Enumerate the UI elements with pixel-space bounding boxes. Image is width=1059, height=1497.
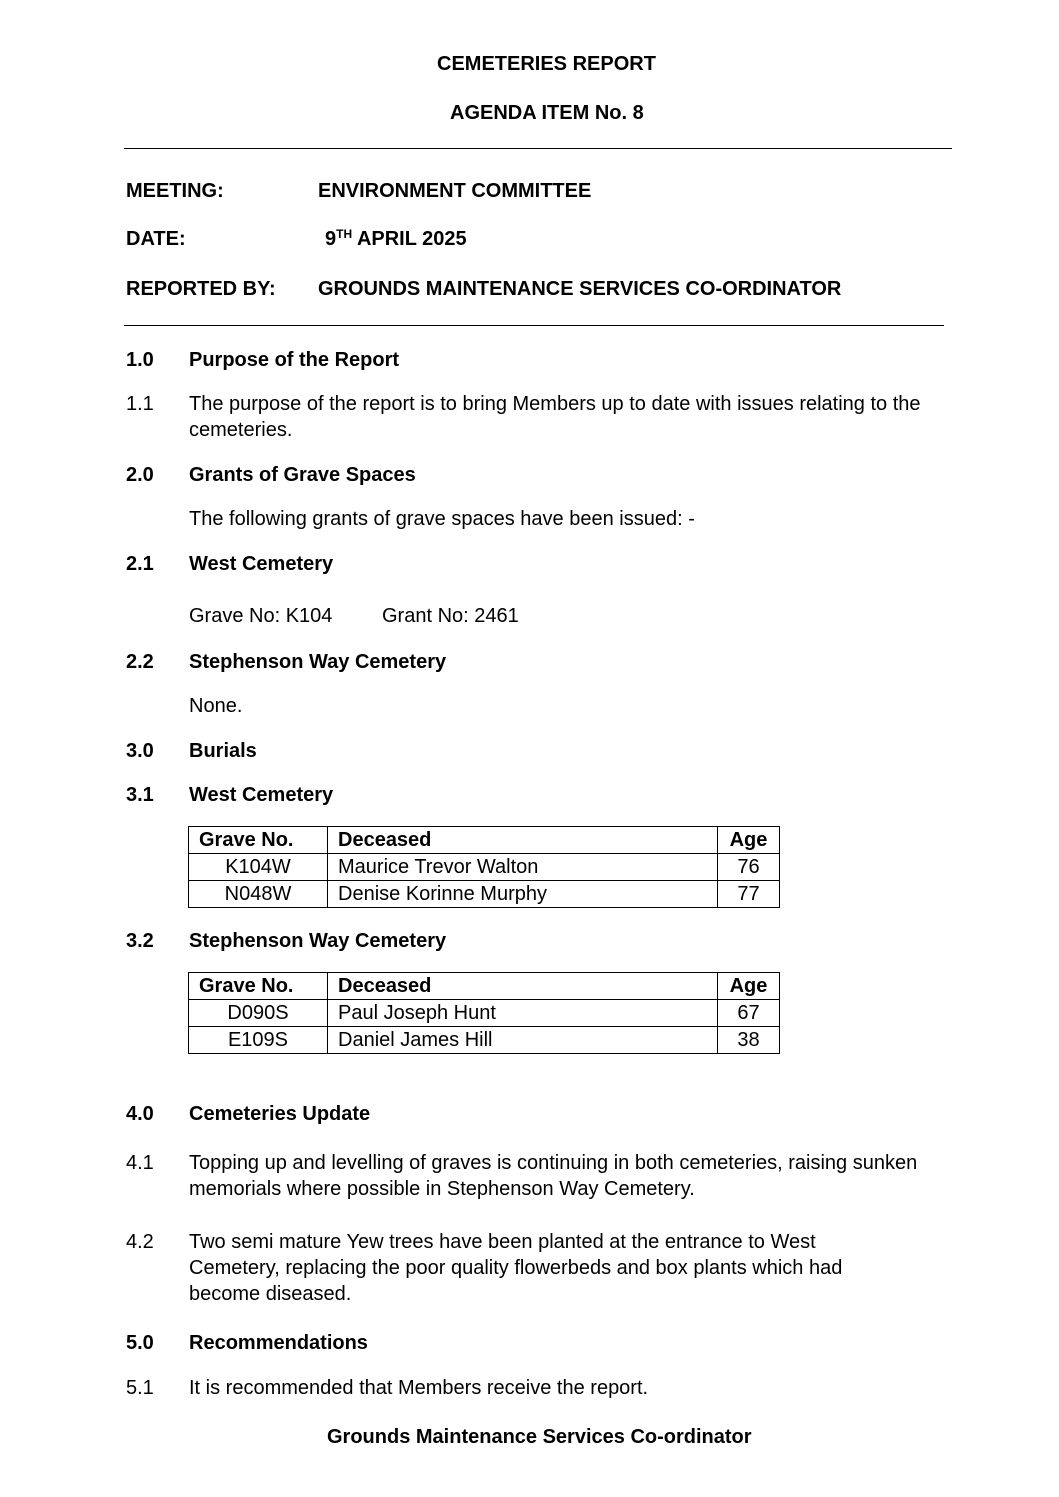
age-cell: 67: [718, 1000, 780, 1027]
grave-cell: E109S: [189, 1027, 328, 1054]
para-1-1-number: 1.1: [126, 393, 154, 415]
section-2-number: 2.0: [126, 464, 154, 486]
para-4-1-text: Topping up and levelling of graves is continuing in both cemeteries, raising sunken memorials where possible in Stephenson Way Cemetery.: [189, 1152, 918, 1200]
para-4-2-number: 4.2: [126, 1231, 154, 1253]
col-header-grave: Grave No.: [189, 973, 328, 1000]
signature: Grounds Maintenance Services Co-ordinator: [327, 1426, 752, 1448]
deceased-cell: Paul Joseph Hunt: [328, 1000, 718, 1027]
date-rest: APRIL 2025: [352, 228, 467, 250]
deceased-cell: Denise Korinne Murphy: [328, 881, 718, 908]
section-2-intro: The following grants of grave spaces have been issued: -: [189, 508, 695, 530]
stephenson-burials-table: [188, 972, 780, 1054]
grave-cell: K104W: [189, 854, 328, 881]
date-label: DATE:: [126, 228, 186, 250]
section-3-2-title: Stephenson Way Cemetery: [189, 930, 447, 952]
col-header-grave: Grave No.: [189, 827, 328, 854]
para-5-1-text: It is recommended that Members receive the report.: [189, 1377, 649, 1399]
west-grant-number: Grant No: 2461: [382, 605, 519, 627]
section-3-number: 3.0: [126, 740, 154, 762]
section-3-1-title: West Cemetery: [189, 784, 334, 806]
reported-by-label: REPORTED BY:: [126, 278, 276, 300]
col-header-deceased: Deceased: [328, 827, 718, 854]
section-1-number: 1.0: [126, 349, 154, 371]
grave-cell: D090S: [189, 1000, 328, 1027]
header-divider-bottom: [124, 325, 944, 326]
age-cell: 38: [718, 1027, 780, 1054]
meeting-value: ENVIRONMENT COMMITTEE: [318, 180, 592, 202]
table-row: [189, 1027, 780, 1054]
col-header-age: Age: [718, 973, 780, 1000]
header-divider-top: [124, 148, 952, 149]
section-4-title: Cemeteries Update: [189, 1103, 371, 1125]
age-cell: 77: [718, 881, 780, 908]
section-5-title: Recommendations: [189, 1332, 368, 1354]
section-2-title: Grants of Grave Spaces: [189, 464, 416, 486]
para-1-1-text: The purpose of the report is to bring Members up to date with issues relating to the cemeteries.: [189, 393, 921, 441]
grave-cell: N048W: [189, 881, 328, 908]
meeting-label: MEETING:: [126, 180, 224, 202]
reported-by-value: GROUNDS MAINTENANCE SERVICES CO-ORDINATOR: [318, 278, 842, 300]
deceased-cell: Maurice Trevor Walton: [328, 854, 718, 881]
stephenson-grants-none: None.: [189, 695, 243, 717]
west-grave-number: Grave No: K104: [189, 605, 333, 627]
section-2-1-title: West Cemetery: [189, 553, 334, 575]
report-title: CEMETERIES REPORT: [437, 53, 656, 75]
section-2-2-number: 2.2: [126, 651, 154, 673]
section-2-2-title: Stephenson Way Cemetery: [189, 651, 447, 673]
section-2-1-number: 2.1: [126, 553, 154, 575]
agenda-item: AGENDA ITEM No. 8: [450, 102, 644, 124]
section-4-number: 4.0: [126, 1103, 154, 1125]
col-header-deceased: Deceased: [328, 973, 718, 1000]
date-day: 9: [325, 228, 337, 250]
para-4-2-text: Two semi mature Yew trees have been planted at the entrance to West Cemetery, replacing the poor quality flowerbeds and box plants which had become diseased.: [189, 1231, 843, 1305]
date-suffix: TH: [336, 227, 353, 241]
deceased-cell: Daniel James Hill: [328, 1027, 718, 1054]
section-3-1-number: 3.1: [126, 784, 154, 806]
date-value: [325, 228, 467, 251]
table-row: [189, 1000, 780, 1027]
table-row: [189, 881, 780, 908]
table-header-row: [189, 973, 780, 1000]
table-header-row: [189, 827, 780, 854]
para-4-1-number: 4.1: [126, 1152, 154, 1174]
section-1-title: Purpose of the Report: [189, 349, 400, 371]
age-cell: 76: [718, 854, 780, 881]
col-header-age: Age: [718, 827, 780, 854]
section-3-2-number: 3.2: [126, 930, 154, 952]
table-row: [189, 854, 780, 881]
para-5-1-number: 5.1: [126, 1377, 154, 1399]
section-5-number: 5.0: [126, 1332, 154, 1354]
section-3-title: Burials: [189, 740, 257, 762]
west-burials-table: [188, 826, 780, 908]
